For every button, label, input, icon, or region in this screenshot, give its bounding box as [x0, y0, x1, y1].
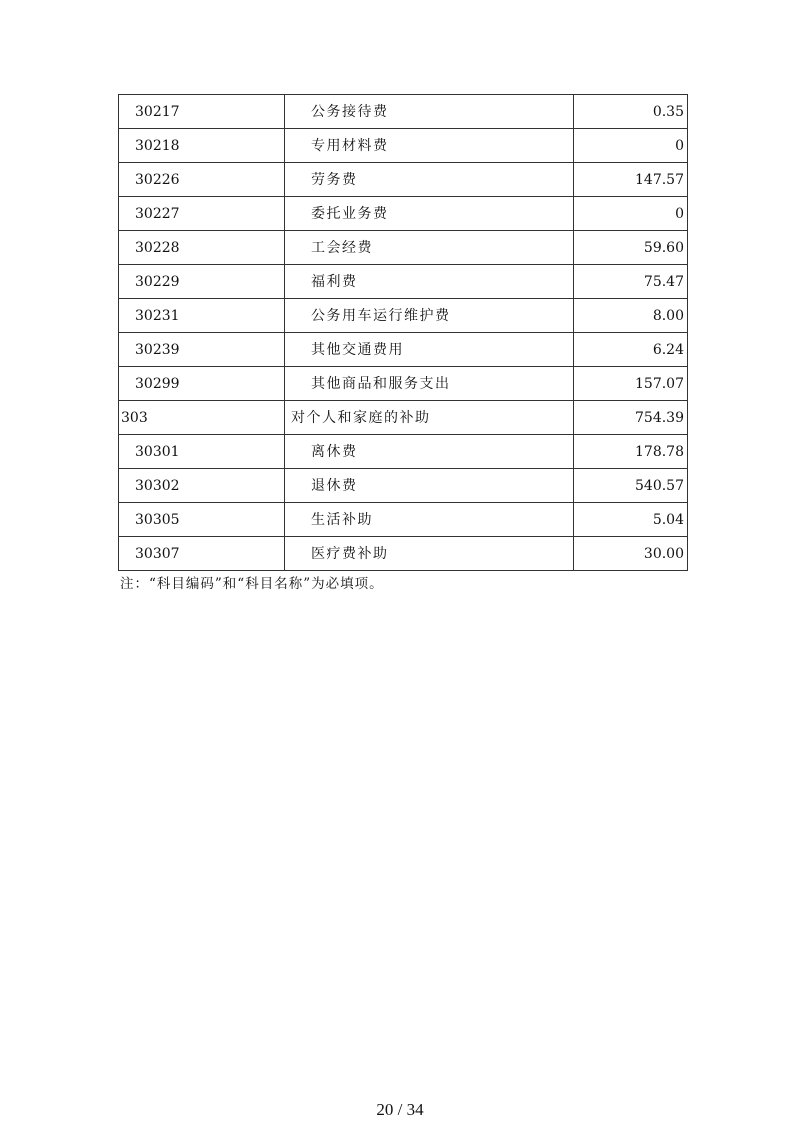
table-row: [119, 435, 688, 469]
amount-cell: 178.78: [574, 435, 688, 469]
amount-cell: 540.57: [574, 469, 688, 503]
page-number: 20 / 34: [376, 1100, 424, 1119]
subject-name-cell: 委托业务费: [285, 197, 574, 231]
subject-name-cell: 退休费: [285, 469, 574, 503]
subject-name-cell: 公务接待费: [285, 95, 574, 129]
subject-code-cell: 30226: [119, 163, 285, 197]
subject-code-cell: 30301: [119, 435, 285, 469]
amount-cell: 75.47: [574, 265, 688, 299]
amount-cell: 754.39: [574, 401, 688, 435]
subject-code-cell: 30228: [119, 231, 285, 265]
subject-code-cell: 30229: [119, 265, 285, 299]
table-row: [119, 367, 688, 401]
expenditure-table: [118, 94, 688, 571]
amount-cell: 0.35: [574, 95, 688, 129]
amount-cell: 147.57: [574, 163, 688, 197]
table-row-category: [119, 401, 688, 435]
table-body: [119, 95, 688, 571]
table-row: [119, 197, 688, 231]
subject-code-cell: 30299: [119, 367, 285, 401]
subject-name-cell: 专用材料费: [285, 129, 574, 163]
amount-cell: 0: [574, 197, 688, 231]
subject-name-cell: 离休费: [285, 435, 574, 469]
table-row: [119, 299, 688, 333]
subject-code-cell: 30305: [119, 503, 285, 537]
table-footnote: 注：“科目编码”和“科目名称”为必填项。: [120, 576, 384, 592]
table-row: [119, 537, 688, 571]
subject-name-cell: 工会经费: [285, 231, 574, 265]
subject-name-cell: 劳务费: [285, 163, 574, 197]
subject-code-cell: 30231: [119, 299, 285, 333]
subject-code-cell: 30302: [119, 469, 285, 503]
subject-name-cell: 福利费: [285, 265, 574, 299]
table-row: [119, 163, 688, 197]
table-row: [119, 265, 688, 299]
table-row: [119, 469, 688, 503]
amount-cell: 8.00: [574, 299, 688, 333]
subject-name-cell: 公务用车运行维护费: [285, 299, 574, 333]
amount-cell: 59.60: [574, 231, 688, 265]
table-row: [119, 231, 688, 265]
subject-code-cell: 30227: [119, 197, 285, 231]
subject-name-cell: 生活补助: [285, 503, 574, 537]
subject-name-cell: 医疗费补助: [285, 537, 574, 571]
table-row: [119, 333, 688, 367]
amount-cell: 30.00: [574, 537, 688, 571]
subject-code-cell: 30218: [119, 129, 285, 163]
subject-code-cell: 30239: [119, 333, 285, 367]
subject-name-cell: 对个人和家庭的补助: [285, 401, 574, 435]
table-row: [119, 95, 688, 129]
amount-cell: 5.04: [574, 503, 688, 537]
amount-cell: 6.24: [574, 333, 688, 367]
amount-cell: 0: [574, 129, 688, 163]
subject-code-cell: 30217: [119, 95, 285, 129]
subject-name-cell: 其他交通费用: [285, 333, 574, 367]
subject-code-cell: 30307: [119, 537, 285, 571]
subject-code-cell: 303: [119, 401, 285, 435]
subject-name-cell: 其他商品和服务支出: [285, 367, 574, 401]
amount-cell: 157.07: [574, 367, 688, 401]
table-row: [119, 129, 688, 163]
table-row: [119, 503, 688, 537]
